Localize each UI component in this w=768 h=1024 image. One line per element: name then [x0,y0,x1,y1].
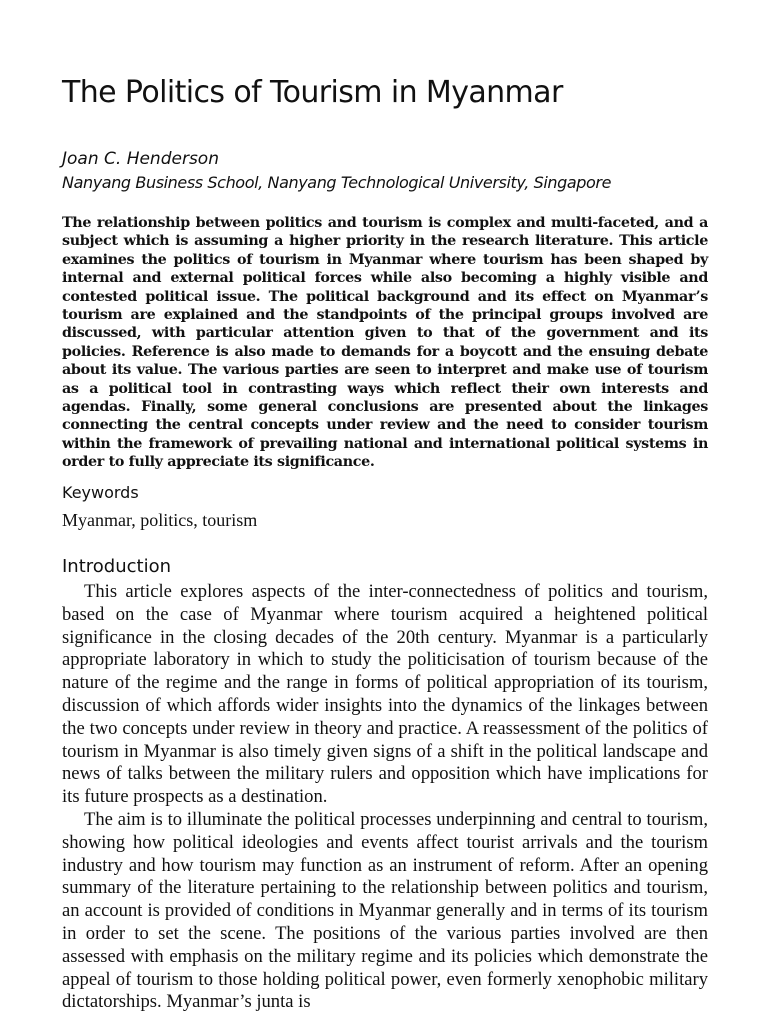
section-heading-introduction: Introduction [62,556,172,577]
author-name: Joan C. Henderson [62,149,219,169]
introduction-body [62,581,708,1014]
intro-paragraph-1: This article explores aspects of the inter-connectedness of politics and tourism, based on the case of Myanmar where tourism acquired a heightened political significance in the closing decades of the 20th century. Myanmar is a particularly appropriate laboratory in which to study the politicisation of tourism because of the nature of the regime and the range in forms of political appropriation of its tourism, discussion of which affords wider insights into the dynamics of the linkages between the two concepts under review in theory and practice. A reassessment of the politics of tourism in Myanmar is also timely given signs of a shift in the political landscape and news of talks between the military rulers and opposition which have implications for its future prospects as a destination. [62,581,708,808]
keywords-list: Myanmar, politics, tourism [62,510,258,530]
keywords-heading: Keywords [62,483,139,502]
author-affiliation: Nanyang Business School, Nanyang Technological University, Singapore [62,173,612,192]
abstract: The relationship between politics and tourism is complex and multi-faceted, and a subject which is assuming a higher priority in the research literature. This article examines the politics of tourism in Myanmar where tourism has been shaped by internal and external political forces while also becoming a highly visible and contested political issue. The political background and its effect on Myanmar’s tourism are explained and the standpoints of the principal groups involved are discussed, with particular attention given to that of the government and its policies. Reference is also made to demands for a boycott and the ensuing debate about its value. The various parties are seen to interpret and make use of tourism as a political tool in contrasting ways which reflect their own interests and agendas. Finally, some general conclusions are presented about the linkages connecting the central concepts under review and the need to consider tourism within the framework of prevailing national and international political systems in order to fully appreciate its significance. [62,215,708,471]
intro-paragraph-2: The aim is to illuminate the political processes underpinning and central to tourism, showing how political ideologies and events affect tourist arrivals and the tourism industry and how tourism may function as an instrument of reform. After an opening summary of the literature pertaining to the relationship between politics and tourism, an account is provided of conditions in Myanmar generally and in terms of its tourism in order to set the scene. The positions of the various parties involved are then assessed with emphasis on the military regime and its policies which demonstrate the appeal of tourism to those holding political power, even formerly xenophobic military dictatorships. Myanmar’s junta is [62,808,708,1013]
paper-title: The Politics of Tourism in Myanmar [62,75,563,110]
